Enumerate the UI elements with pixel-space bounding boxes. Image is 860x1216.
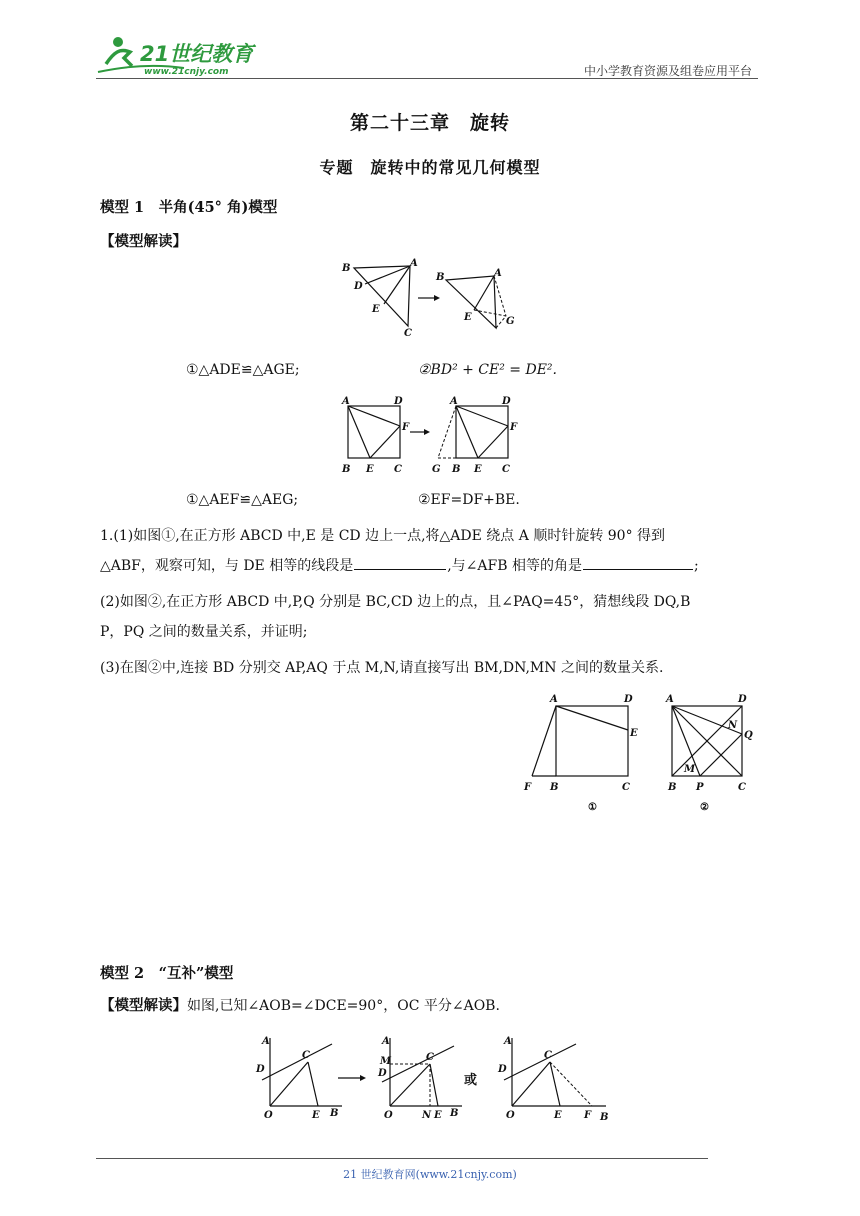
- model1-conclusion-3: ①△AEF≌△AEG;: [186, 492, 299, 508]
- model2-reading-label: 【模型解读】: [100, 997, 187, 1014]
- svg-text:B: B: [342, 263, 351, 274]
- svg-text:B: B: [342, 464, 351, 475]
- svg-text:B: B: [550, 782, 559, 793]
- problem1-part1-line2: [100, 556, 699, 576]
- svg-text:F: F: [584, 1110, 592, 1121]
- svg-text:A: A: [262, 1036, 270, 1047]
- model1-figure-square: [338, 392, 528, 478]
- svg-text:B: B: [330, 1108, 339, 1119]
- model2-reading-text: 如图,已知∠AOB=∠DCE=90°，OC 平分∠AOB.: [187, 998, 500, 1014]
- logo: [96, 34, 266, 78]
- svg-text:C: C: [394, 464, 402, 475]
- model1-conclusion-1: ①△ADE≌△AGE;: [186, 362, 300, 378]
- svg-text:N: N: [728, 720, 738, 731]
- footer-text[interactable]: 21 世纪教育网(www.21cnjy.com): [343, 1168, 517, 1181]
- problem1-part1-text: △ABF，观察可知，与 DE 相等的线段是: [100, 558, 354, 574]
- svg-text:D: D: [502, 396, 511, 407]
- logo-text: 21世纪教育: [140, 42, 254, 66]
- chapter-title: 第二十三章 旋转: [349, 112, 510, 134]
- svg-text:O: O: [506, 1110, 515, 1121]
- svg-text:E: E: [372, 304, 380, 315]
- problem1-part3: (3)在图②中,连接 BD 分别交 AP,AQ 于点 M,N,请直接写出 BM,DN,MN 之间的数量关系.: [100, 660, 664, 676]
- svg-text:E: E: [434, 1110, 442, 1121]
- svg-text:C: C: [544, 1050, 552, 1061]
- problem1-part1-line1: 1.(1)如图①,在正方形 ABCD 中,E 是 CD 边上一点,将△ADE 绕点 A 顺时针旋转 90° 得到: [100, 528, 666, 544]
- svg-text:D: D: [624, 694, 633, 705]
- answer-blank-2[interactable]: [583, 557, 693, 570]
- model1-reading-label: 【模型解读】: [100, 233, 187, 250]
- footer-divider: [96, 1158, 708, 1159]
- svg-text:A: A: [550, 694, 558, 705]
- problem1-part1-mid: ,与∠AFB 相等的角是: [447, 558, 582, 574]
- svg-text:E: E: [554, 1110, 562, 1121]
- logo-url: www.21cnjy.com: [144, 67, 229, 77]
- svg-text:E: E: [464, 312, 472, 323]
- svg-text:D: D: [498, 1064, 507, 1075]
- svg-text:B: B: [436, 272, 445, 283]
- header-divider: [96, 78, 758, 79]
- special-title: 专题 旋转中的常见几何模型: [319, 158, 541, 177]
- svg-text:或: 或: [464, 1073, 478, 1088]
- svg-text:F: F: [524, 782, 532, 793]
- svg-text:A: A: [342, 396, 350, 407]
- svg-text:A: A: [382, 1036, 390, 1047]
- svg-text:D: D: [354, 281, 363, 292]
- model1-figure-triangle: [338, 256, 528, 340]
- problem1-part1-end: ;: [693, 558, 699, 574]
- svg-text:E: E: [474, 464, 482, 475]
- svg-text:E: E: [312, 1110, 320, 1121]
- svg-text:②: ②: [700, 802, 709, 813]
- svg-text:G: G: [506, 316, 515, 327]
- svg-text:A: A: [504, 1036, 512, 1047]
- svg-text:A: A: [666, 694, 674, 705]
- problem1-part2-line2: P，PQ 之间的数量关系，并证明;: [100, 624, 308, 640]
- svg-text:F: F: [510, 422, 518, 433]
- model1-conclusion-4: ②EF=DF+BE.: [418, 492, 520, 508]
- svg-text:E: E: [630, 728, 638, 739]
- answer-blank-1[interactable]: [354, 557, 446, 570]
- svg-text:A: A: [410, 258, 418, 269]
- svg-text:P: P: [696, 782, 704, 793]
- svg-text:O: O: [384, 1110, 393, 1121]
- svg-text:C: C: [622, 782, 630, 793]
- svg-text:D: D: [394, 396, 403, 407]
- problem1-part2-line1: (2)如图②,在正方形 ABCD 中,P,Q 分别是 BC,CD 边上的点，且∠PAQ=45°，猜想线段 DQ,B: [100, 594, 691, 610]
- svg-text:C: C: [426, 1052, 434, 1063]
- svg-text:D: D: [256, 1064, 265, 1075]
- svg-text:C: C: [738, 782, 746, 793]
- svg-text:B: B: [450, 1108, 459, 1119]
- model2-figures: [250, 1030, 620, 1122]
- platform-text: 中小学教育资源及组卷应用平台: [583, 64, 752, 78]
- svg-text:E: E: [366, 464, 374, 475]
- model1-heading: 模型 1 半角(45° 角)模型: [100, 199, 278, 216]
- model2-heading: 模型 2 “互补”模型: [100, 965, 234, 982]
- svg-text:①: ①: [588, 802, 597, 813]
- svg-text:Q: Q: [744, 730, 753, 741]
- svg-text:M: M: [684, 764, 696, 775]
- svg-text:M: M: [380, 1056, 392, 1067]
- model2-reading: [100, 996, 500, 1016]
- svg-text:B: B: [600, 1112, 609, 1122]
- svg-text:C: C: [302, 1050, 310, 1061]
- svg-text:C: C: [404, 328, 412, 339]
- svg-text:F: F: [402, 422, 410, 433]
- svg-text:A: A: [494, 268, 502, 279]
- model1-conclusion-2: ②BD² + CE² = DE².: [418, 362, 557, 378]
- svg-text:G: G: [432, 464, 441, 475]
- svg-text:B: B: [668, 782, 677, 793]
- svg-text:N: N: [422, 1110, 432, 1121]
- svg-text:O: O: [264, 1110, 273, 1121]
- svg-text:C: C: [502, 464, 510, 475]
- problem1-figures: [518, 690, 768, 816]
- svg-text:B: B: [452, 464, 461, 475]
- svg-text:D: D: [738, 694, 747, 705]
- svg-text:D: D: [378, 1068, 387, 1079]
- svg-text:A: A: [450, 396, 458, 407]
